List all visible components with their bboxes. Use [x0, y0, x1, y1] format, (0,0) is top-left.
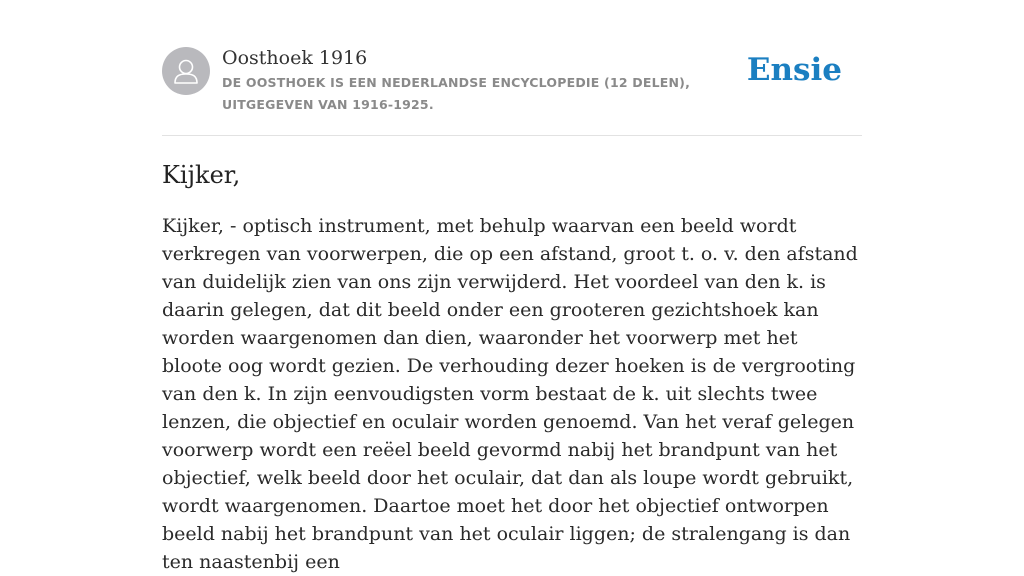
- entry-title: Kijker,: [162, 161, 241, 189]
- entry-body: Kijker, - optisch instrument, met behulp waarvan een beeld wordt verkregen van voorwerpen, die op een afstand, groot t. o. v. den afstand van duidelijk zien van ons zijn verwijderd. Het voordeel van den k. is daarin gelegen, dat dit beeld onder een grooteren gezichtshoek kan worden waargenomen dan dien, waaronder het voorwerp met het bloote oog wordt gezien. De verhouding dezer hoeken is de vergrooting van den k. In zijn eenvoudigsten vorm bestaat de k. uit slechts twee lenzen, die objectief en oculair worden genoemd. Van het veraf gelegen voorwerp wordt een reëel beeld gevormd nabij het brandpunt van het objectief, welk beeld door het oculair, dat dan als loupe wordt gebruikt, wordt waargenomen. Daartoe moet het door het objectief ontworpen beeld nabij het brandpunt van het oculair liggen; de stralengang is dan ten naastenbij een: [162, 215, 858, 573]
- ensie-logo[interactable]: Ensie: [746, 52, 842, 88]
- source-header: [162, 46, 862, 136]
- source-description: DE OOSTHOEK IS EEN NEDERLANDSE ENCYCLOPEDIE (12 DELEN), UITGEGEVEN VAN 1916-1925.: [222, 75, 691, 112]
- header-divider: [162, 135, 862, 136]
- user-placeholder-icon: [162, 47, 210, 95]
- source-title[interactable]: Oosthoek 1916: [222, 47, 368, 69]
- source-avatar[interactable]: [162, 47, 210, 95]
